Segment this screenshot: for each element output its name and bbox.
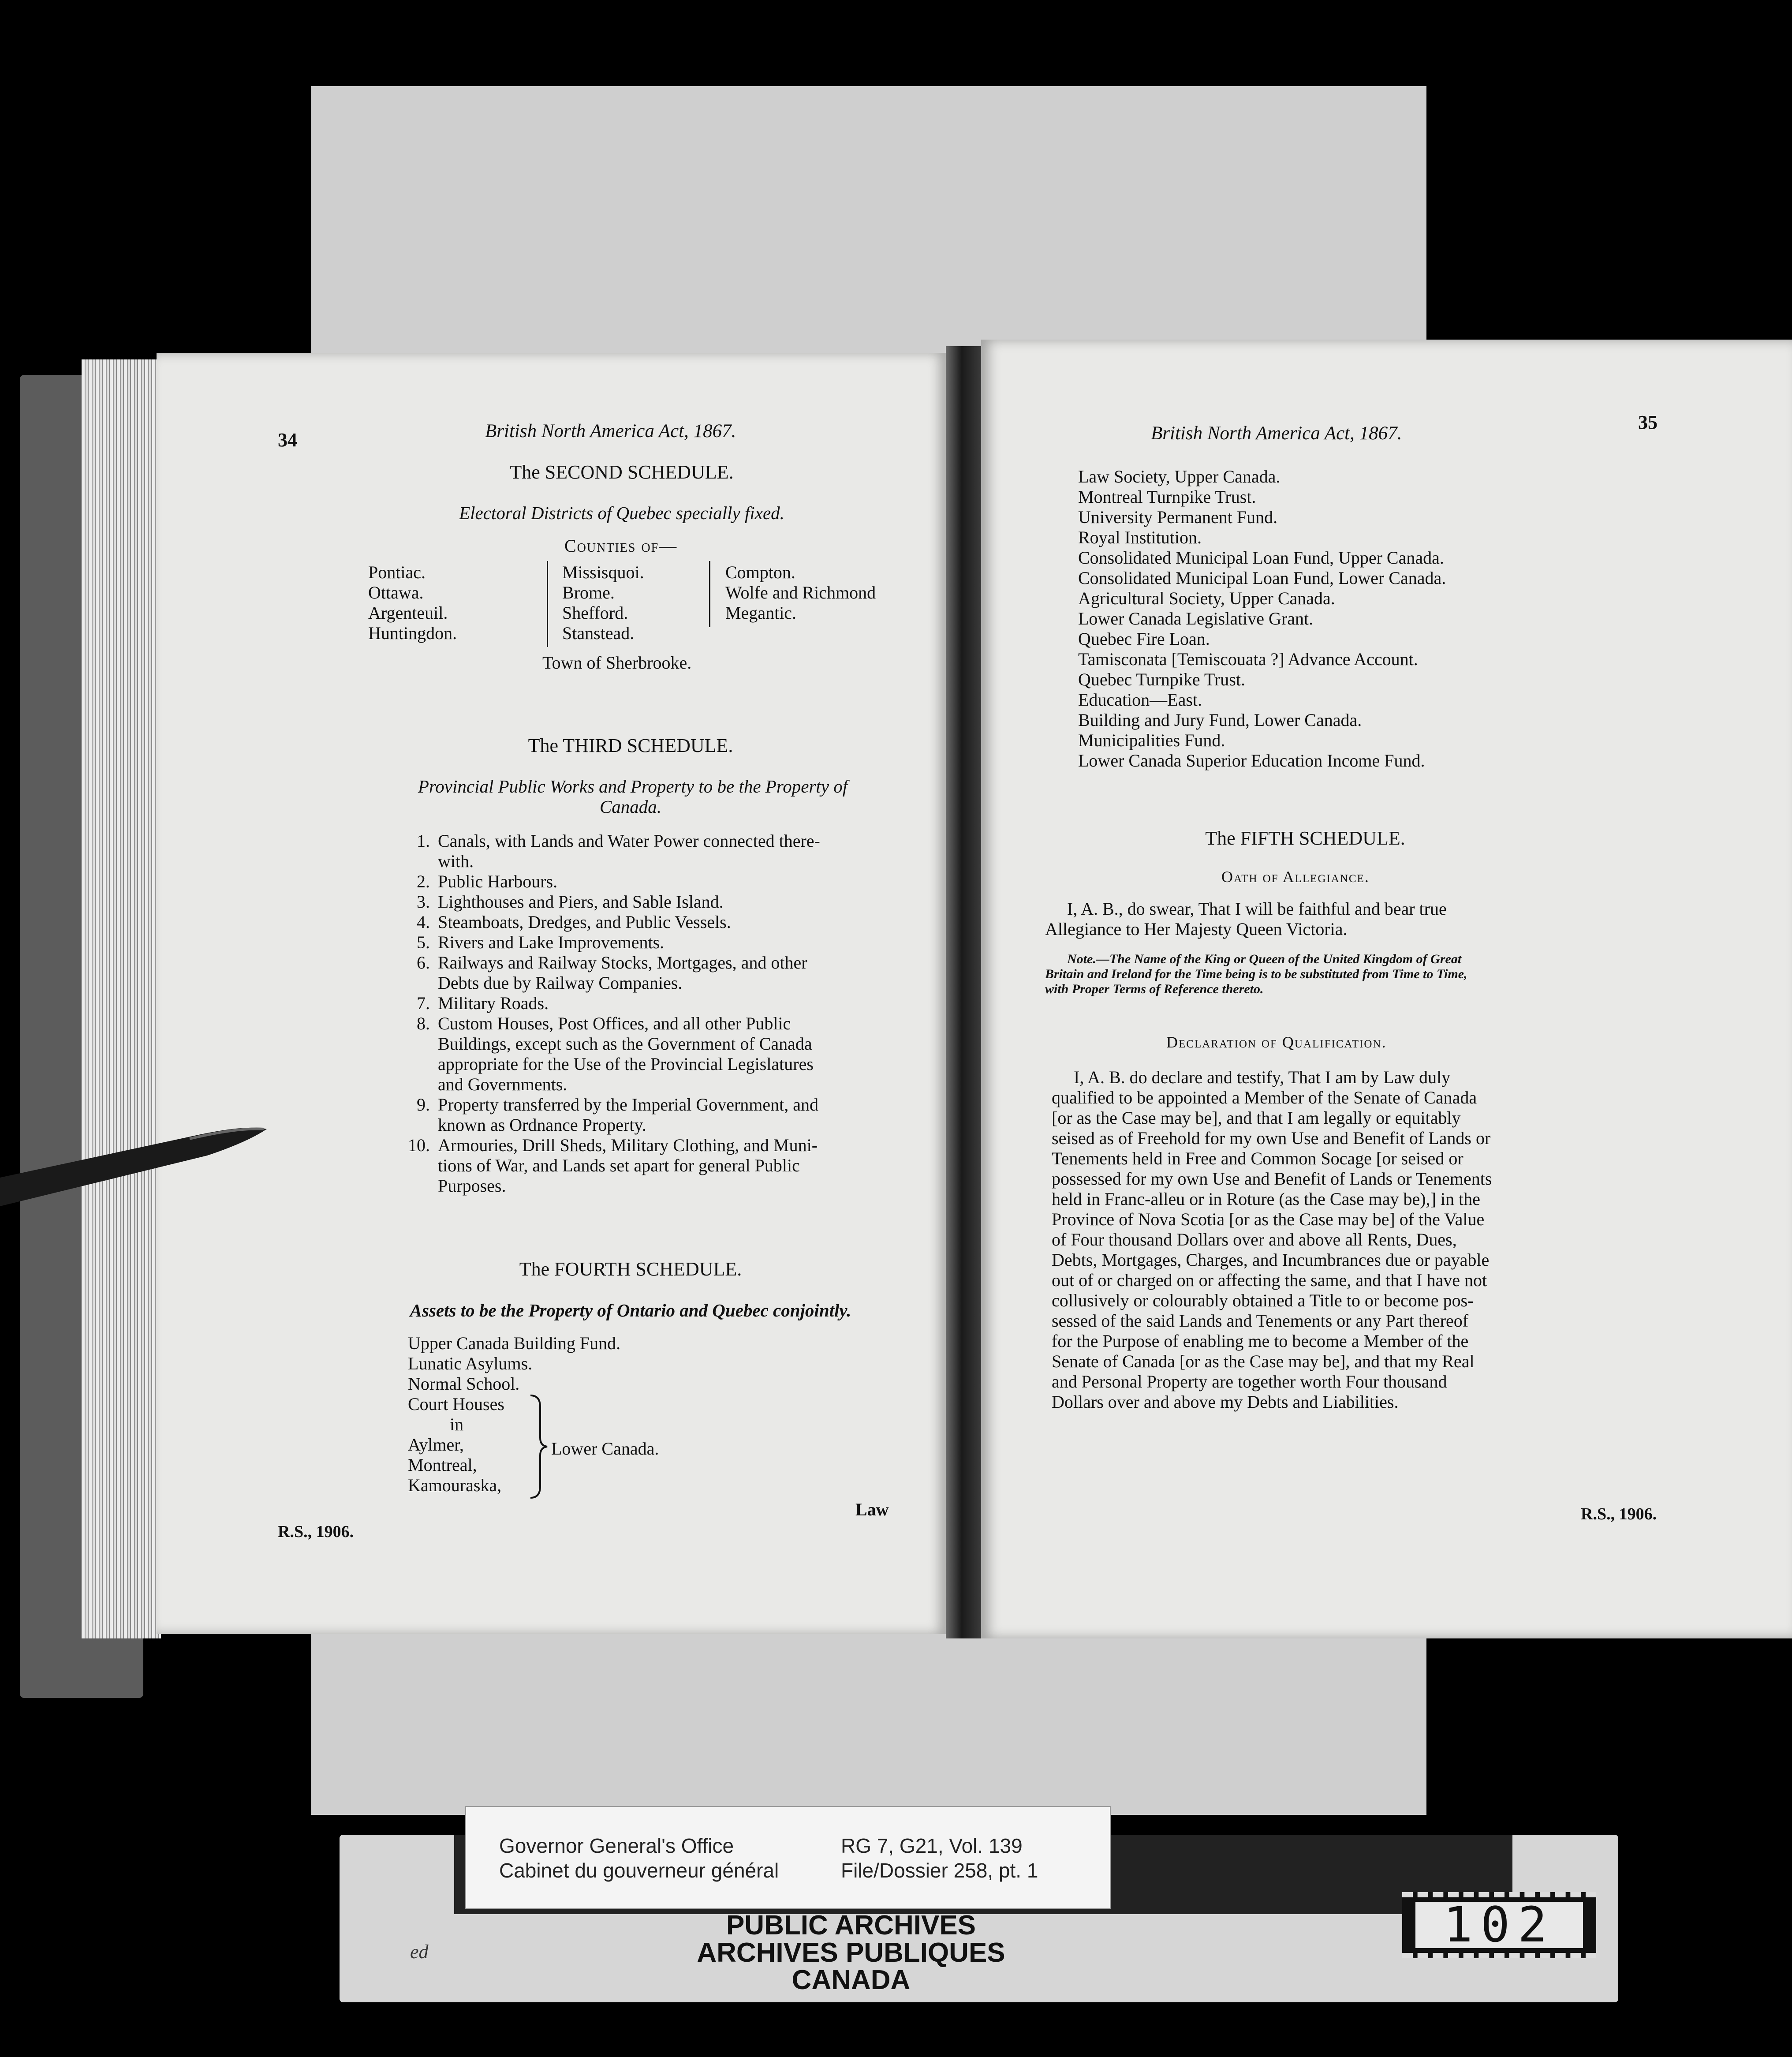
lower-canada-label: Lower Canada. (551, 1439, 659, 1459)
note-text (1045, 952, 1467, 997)
county: Compton. (725, 562, 795, 582)
asset-item: Education—East. (1078, 690, 1202, 710)
asset-item: Municipalities Fund. (1078, 730, 1225, 750)
court-house-town: Aylmer, (408, 1435, 464, 1455)
oath-heading: Oath of Allegiance. (1221, 868, 1370, 886)
item-text (438, 1135, 902, 1196)
curly-brace (527, 1394, 549, 1500)
county: Pontiac. (368, 562, 426, 582)
asset-item: Montreal Turnpike Trust. (1078, 487, 1256, 507)
item-text (438, 932, 902, 953)
fourth-schedule-subtitle: Assets to be the Property of Ontario and Quebec conjointly. (410, 1300, 851, 1320)
pointer-pencil (0, 1111, 273, 1213)
page-number-right: 35 (1638, 411, 1658, 433)
footer-right: R.S., 1906. (1581, 1505, 1657, 1523)
item-line: Public Harbours. (438, 871, 558, 891)
item-line: Debts due by Railway Companies. (438, 973, 683, 993)
footer-left: R.S., 1906. (278, 1522, 354, 1541)
asset-item: Lunatic Asylums. (408, 1354, 533, 1373)
declaration-heading: Declaration of Qualification. (1166, 1033, 1387, 1051)
item-text (438, 831, 902, 871)
item-text (438, 871, 902, 892)
third-schedule-subtitle-line1: Provincial Public Works and Property to be the Property of (418, 776, 848, 797)
item-line: and Governments. (438, 1074, 567, 1094)
declaration-line: Senate of Canada [or as the Case may be], and that my Real (1052, 1351, 1475, 1371)
page-number-left: 34 (278, 429, 297, 451)
item-line: known as Ordnance Property. (438, 1115, 646, 1135)
page-edges (82, 359, 161, 1638)
item-line: Purposes. (438, 1176, 506, 1196)
declaration-line: Debts, Mortgages, Charges, and Incumbrances due or payable (1052, 1250, 1490, 1270)
oath-text (1045, 899, 1447, 939)
record-group-reference: RG 7, G21, Vol. 139 (841, 1834, 1023, 1857)
asset-item: University Permanent Fund. (1078, 507, 1278, 527)
office-english: Governor General's Office (499, 1834, 734, 1857)
declaration-line: qualified to be appointed a Member of the Senate of Canada (1052, 1088, 1477, 1107)
item-number: 3. (417, 892, 430, 912)
public-works-list (399, 831, 902, 1196)
item-number: 7. (417, 993, 430, 1013)
works-list (399, 831, 902, 1196)
fifth-schedule-title: The FIFTH SCHEDULE. (1205, 827, 1405, 849)
item-line: Property transferred by the Imperial Government, and (438, 1095, 819, 1115)
asset-item: Agricultural Society, Upper Canada. (1078, 588, 1335, 608)
declaration-text (1052, 1067, 1492, 1412)
declaration-line: I, A. B. do declare and testify, That I am by Law duly (1074, 1067, 1451, 1087)
declaration-line: Province of Nova Scotia [or as the Case may be] of the Value (1052, 1209, 1485, 1229)
item-text (438, 993, 902, 1014)
item-line: Rivers and Lake Improvements. (438, 932, 665, 952)
item-number: 4. (417, 912, 430, 932)
counties-column-1 (368, 562, 457, 643)
declaration-line: and Personal Property are together worth Four thousand (1052, 1372, 1447, 1391)
item-number: 9. (417, 1095, 430, 1115)
book-gutter (946, 346, 981, 1638)
item-line: appropriate for the Use of the Provincial Legislatures (438, 1054, 814, 1074)
archive-reference-label (465, 1806, 1111, 1909)
list-item (399, 932, 902, 953)
item-line: Buildings, except such as the Government of Canada (438, 1034, 812, 1054)
declaration-line: collusively or colourably obtained a Title to or become pos- (1052, 1290, 1474, 1310)
county: Huntingdon. (368, 623, 457, 643)
declaration-line: of Four thousand Dollars over and above all Rents, Dues, (1052, 1230, 1457, 1249)
archives-stamp (542, 1912, 1160, 1994)
list-item (399, 831, 902, 871)
catchword: Law (855, 1500, 889, 1519)
item-number: 5. (417, 932, 430, 952)
county: Missisquoi. (562, 562, 644, 582)
county: Brome. (562, 583, 615, 602)
office-french: Cabinet du gouverneur général (499, 1859, 779, 1882)
court-house-town: Montreal, (408, 1455, 477, 1475)
item-number: 1. (417, 831, 430, 851)
note-line: with Proper Terms of Reference thereto. (1045, 982, 1264, 996)
item-number: 2. (417, 871, 430, 891)
list-item (399, 1135, 902, 1196)
asset-item: Consolidated Municipal Loan Fund, Lower Canada. (1078, 568, 1446, 588)
stamp-line: CANADA (791, 1965, 911, 1995)
county: Ottawa. (368, 583, 424, 602)
asset-item: Quebec Turnpike Trust. (1078, 669, 1245, 689)
item-line: with. (438, 851, 474, 871)
note-line: Note.—The Name of the King or Queen of the United Kingdom of Great (1067, 952, 1462, 966)
note-line: Britain and Ireland for the Time being is to be substituted from Time to Time, (1045, 967, 1467, 981)
town-of-sherbrooke: Town of Sherbrooke. (542, 653, 692, 673)
fourth-schedule-continued (1078, 467, 1446, 771)
item-line: Armouries, Drill Sheds, Military Clothing, and Muni- (438, 1135, 818, 1155)
frame-number-badge (1402, 1892, 1596, 1958)
file-reference: File/Dossier 258, pt. 1 (841, 1859, 1038, 1882)
list-item (399, 953, 902, 993)
court-houses: Court Houses (408, 1394, 504, 1414)
item-number: 10. (408, 1135, 430, 1155)
counties-column-3 (725, 562, 876, 623)
court-houses-in: in (450, 1414, 464, 1434)
stamp-line: PUBLIC ARCHIVES (726, 1910, 976, 1941)
item-line: Military Roads. (438, 993, 549, 1013)
declaration-line: for the Purpose of enabling me to become a Member of the (1052, 1331, 1469, 1351)
asset-item: Consolidated Municipal Loan Fund, Upper Canada. (1078, 548, 1444, 568)
margin-mark: ed (410, 1941, 429, 1963)
column-divider (709, 561, 710, 627)
asset-item: Law Society, Upper Canada. (1078, 467, 1281, 486)
asset-item: Quebec Fire Loan. (1078, 629, 1210, 649)
item-text (438, 953, 902, 993)
item-text (438, 912, 902, 932)
county: Stanstead. (562, 623, 635, 643)
item-line: Railways and Railway Stocks, Mortgages, and other (438, 953, 807, 972)
second-schedule-title: The SECOND SCHEDULE. (510, 461, 734, 483)
item-text (438, 892, 902, 912)
list-item (399, 912, 902, 932)
court-house-town: Kamouraska, (408, 1475, 502, 1495)
declaration-line: sessed of the said Lands and Tenements or any Part thereof (1052, 1311, 1469, 1331)
declaration-line: Dollars over and above my Debts and Liabilities. (1052, 1392, 1399, 1412)
declaration-line: held in Franc-alleu or in Roture (as the Case may be),] in the (1052, 1189, 1480, 1209)
asset-item: Lower Canada Legislative Grant. (1078, 609, 1314, 628)
item-line: tions of War, and Lands set apart for general Public (438, 1156, 800, 1175)
asset-item: Upper Canada Building Fund. (408, 1333, 621, 1353)
fourth-schedule-items (408, 1333, 620, 1496)
column-divider (547, 561, 548, 647)
second-schedule-subtitle: Electoral Districts of Quebec specially fixed. (459, 503, 784, 523)
counties-column-2 (562, 562, 644, 643)
list-item (399, 1014, 902, 1095)
oath-line: Allegiance to Her Majesty Queen Victoria. (1045, 919, 1348, 939)
oath-line: I, A. B., do swear, That I will be faithful and bear true (1067, 899, 1447, 919)
running-head-right: British North America Act, 1867. (1151, 423, 1402, 444)
asset-item: Royal Institution. (1078, 527, 1202, 547)
list-item (399, 871, 902, 892)
item-text (438, 1095, 902, 1135)
fourth-schedule-title: The FOURTH SCHEDULE. (519, 1258, 742, 1280)
item-line: Steamboats, Dredges, and Public Vessels. (438, 912, 731, 932)
item-line: Canals, with Lands and Water Power connected there- (438, 831, 820, 851)
declaration-line: out of or charged on or affecting the same, and that I have not (1052, 1270, 1487, 1290)
third-schedule-subtitle-line2: Canada. (599, 797, 662, 817)
item-number: 6. (417, 953, 430, 972)
asset-item: Tamisconata [Temiscouata ?] Advance Account. (1078, 649, 1418, 669)
item-line: Lighthouses and Piers, and Sable Island. (438, 892, 724, 912)
declaration-line: possessed for my own Use and Benefit of Lands or Tenements (1052, 1169, 1492, 1189)
running-head-left: British North America Act, 1867. (485, 421, 736, 441)
county: Megantic. (725, 603, 797, 623)
third-schedule-title: The THIRD SCHEDULE. (528, 735, 733, 756)
item-text (438, 1014, 902, 1095)
declaration-line: Tenements held in Free and Common Socage [or seised or (1052, 1148, 1463, 1168)
asset-item: Normal School. (408, 1374, 520, 1394)
declaration-line: [or as the Case may be], and that I am legally or equitably (1052, 1108, 1461, 1128)
item-line: Custom Houses, Post Offices, and all other Public (438, 1014, 791, 1033)
list-item (399, 993, 902, 1014)
county: Wolfe and Richmond (725, 583, 876, 602)
asset-item: Building and Jury Fund, Lower Canada. (1078, 710, 1362, 730)
asset-item: Lower Canada Superior Education Income Fund. (1078, 751, 1425, 770)
frame-number: 102 (1415, 1902, 1583, 1948)
list-item (399, 1095, 902, 1135)
list-item (399, 892, 902, 912)
county: Shefford. (562, 603, 628, 623)
counties-heading: Counties of— (564, 536, 678, 556)
stamp-line: ARCHIVES PUBLIQUES (697, 1937, 1005, 1968)
declaration-line: seised as of Freehold for my own Use and Benefit of Lands or (1052, 1128, 1491, 1148)
county: Argenteuil. (368, 603, 448, 623)
item-number: 8. (417, 1014, 430, 1033)
